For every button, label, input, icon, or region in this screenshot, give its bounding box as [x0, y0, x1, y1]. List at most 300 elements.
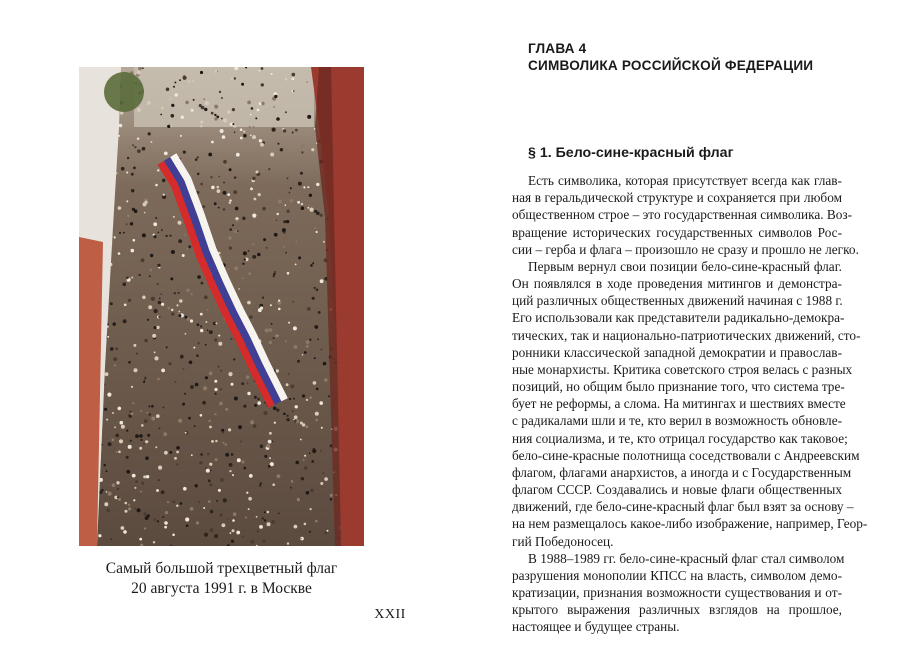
crowd-person — [195, 158, 198, 161]
crowd-person — [178, 221, 182, 225]
crowd-person — [144, 212, 146, 214]
crowd-person — [229, 199, 231, 201]
crowd-person — [130, 440, 132, 442]
crowd-person — [159, 297, 161, 299]
crowd-person — [117, 496, 119, 498]
crowd-person — [217, 189, 221, 193]
crowd-person — [297, 201, 300, 204]
crowd-person — [176, 505, 178, 507]
crowd-person — [244, 258, 246, 260]
crowd-person — [132, 402, 134, 404]
crowd-person — [229, 202, 231, 204]
crowd-person — [104, 502, 108, 506]
crowd-person — [119, 232, 121, 234]
crowd-person — [302, 354, 304, 356]
crowd-person — [286, 220, 289, 223]
crowd-person — [269, 432, 272, 435]
crowd-person — [209, 463, 212, 466]
crowd-person — [195, 383, 199, 387]
crowd-person — [104, 408, 107, 411]
crowd-person — [294, 420, 297, 423]
crowd-person — [123, 319, 127, 323]
crowd-person — [200, 453, 202, 455]
crowd-person — [110, 302, 113, 305]
crowd-person — [186, 289, 189, 292]
crowd-person — [214, 413, 216, 415]
crowd-person — [220, 129, 224, 133]
crowd-person — [313, 381, 317, 385]
crowd-person — [324, 531, 327, 534]
crowd-person — [203, 98, 205, 100]
crowd-person — [193, 347, 195, 349]
crowd-person — [298, 256, 301, 259]
crowd-person — [228, 518, 230, 520]
crowd-person — [261, 83, 264, 86]
crowd-person — [330, 494, 333, 497]
crowd-person — [197, 156, 199, 158]
crowd-person — [251, 107, 254, 110]
crowd-person — [250, 135, 252, 137]
crowd-person — [188, 80, 190, 82]
crowd-person — [184, 393, 186, 395]
crowd-person — [283, 413, 286, 416]
crowd-person — [262, 297, 264, 299]
crowd-person — [215, 322, 217, 324]
crowd-person — [276, 220, 278, 222]
crowd-person — [204, 295, 208, 299]
crowd-person — [301, 144, 305, 148]
crowd-person — [316, 289, 319, 292]
crowd-person — [145, 456, 149, 460]
crowd-person — [132, 144, 134, 146]
crowd-person — [169, 362, 172, 365]
crowd-person — [176, 451, 179, 454]
crowd-person — [220, 478, 224, 482]
crowd-person — [200, 183, 203, 186]
crowd-person — [263, 540, 266, 543]
crowd-person — [133, 499, 135, 501]
crowd-person — [309, 453, 311, 455]
crowd-person — [157, 378, 160, 381]
crowd-person — [286, 383, 289, 386]
crowd-person — [273, 337, 275, 339]
crowd-person — [207, 453, 210, 456]
crowd-person — [223, 208, 226, 211]
crowd-person — [117, 488, 119, 490]
crowd-person — [150, 141, 152, 143]
text-line: Его использовали как представители радикально-демокра- — [512, 310, 845, 326]
crowd-person — [118, 252, 121, 255]
crowd-person — [267, 522, 271, 526]
crowd-person — [175, 381, 177, 383]
caption-line: 20 августа 1991 г. в Москве — [131, 580, 312, 597]
crowd-person — [233, 358, 235, 360]
crowd-person — [241, 382, 244, 385]
crowd-person — [141, 424, 144, 427]
crowd-person — [178, 292, 180, 294]
crowd-person — [128, 507, 131, 510]
crowd-person — [200, 313, 203, 316]
crowd-person — [190, 319, 193, 322]
crowd-person — [228, 428, 231, 431]
crowd-person — [137, 149, 141, 153]
crowd-person — [261, 102, 264, 105]
crowd-person — [132, 474, 136, 478]
crowd-person — [159, 428, 161, 430]
crowd-person — [180, 502, 183, 505]
crowd-person — [178, 311, 180, 313]
crowd-person — [252, 214, 256, 218]
crowd-person — [232, 224, 234, 226]
crowd-person — [169, 451, 172, 454]
crowd-person — [120, 421, 124, 425]
crowd-person — [242, 461, 245, 464]
crowd-person — [171, 309, 173, 311]
crowd-person — [188, 245, 191, 248]
crowd-person — [263, 238, 266, 241]
crowd-person — [163, 432, 167, 436]
crowd-person — [121, 526, 125, 530]
crowd-person — [264, 511, 266, 513]
crowd-person — [316, 231, 318, 233]
crowd-person — [274, 422, 276, 424]
crowd-person — [134, 487, 136, 489]
crowd-person — [211, 141, 214, 144]
crowd-person — [135, 508, 137, 510]
crowd-person — [153, 222, 157, 226]
crowd-person — [258, 193, 261, 196]
crowd-person — [165, 235, 167, 237]
crowd-person — [144, 379, 146, 381]
crowd-person — [137, 71, 141, 75]
crowd-person — [211, 440, 214, 443]
crowd-person — [274, 271, 276, 273]
crowd-person — [170, 277, 173, 280]
crowd-person — [172, 500, 175, 503]
crowd-person — [248, 497, 252, 501]
crowd-person — [166, 88, 170, 92]
text-line: на нем размещалось какое-либо изображение, например, Геор- — [512, 516, 868, 532]
crowd-person — [130, 152, 134, 156]
crowd-person — [130, 222, 133, 225]
crowd-person — [201, 282, 204, 285]
crowd-person — [112, 438, 115, 441]
crowd-person — [133, 344, 136, 347]
crowd-person — [229, 247, 232, 250]
crowd-person — [151, 417, 155, 421]
crowd-person — [257, 109, 260, 112]
chapter-heading — [528, 40, 813, 74]
crowd-person — [304, 466, 307, 469]
crowd-person — [292, 77, 295, 80]
crowd-person — [285, 204, 287, 206]
crowd-person — [271, 73, 273, 75]
crowd-person — [287, 272, 290, 275]
crowd-person — [259, 102, 262, 105]
crowd-person — [139, 538, 142, 541]
crowd-person — [322, 472, 324, 474]
crowd-person — [209, 426, 212, 429]
crowd-person — [226, 173, 228, 175]
crowd-person — [310, 264, 313, 267]
crowd-person — [300, 172, 303, 175]
crowd-person — [247, 382, 249, 384]
crowd-person — [214, 388, 217, 391]
caption-line: Самый большой трехцветный флаг — [105, 560, 338, 577]
crowd-person — [171, 312, 174, 315]
crowd-person — [306, 399, 308, 401]
crowd-person — [148, 405, 150, 407]
crowd-person — [209, 330, 213, 334]
crowd-person — [265, 328, 269, 332]
crowd-person — [309, 396, 312, 399]
crowd-person — [297, 360, 300, 363]
crowd-person — [104, 464, 106, 466]
crowd-person — [156, 489, 159, 492]
crowd-person — [180, 355, 184, 359]
crowd-person — [259, 525, 263, 529]
crowd-person — [221, 97, 223, 99]
crowd-person — [174, 82, 176, 84]
crowd-person — [143, 381, 145, 383]
crowd-person — [246, 492, 248, 494]
crowd-person — [140, 491, 142, 493]
figure-caption — [79, 559, 364, 599]
crowd-person — [154, 309, 158, 313]
text-line: разрушения монополии КПСС на власть, символом демо- — [512, 567, 842, 583]
crowd-person — [304, 351, 307, 354]
crowd-person — [153, 541, 155, 543]
crowd-person — [183, 151, 186, 154]
crowd-person — [273, 273, 275, 275]
crowd-person — [240, 137, 243, 140]
crowd-person — [183, 76, 187, 80]
crowd-person — [295, 264, 297, 266]
crowd-person — [178, 313, 180, 315]
crowd-person — [182, 403, 185, 406]
crowd-person — [107, 393, 111, 397]
crowd-person — [241, 83, 244, 86]
crowd-person — [294, 415, 298, 419]
crowd-person — [330, 498, 332, 500]
crowd-person — [121, 167, 125, 171]
crowd-person — [280, 148, 283, 151]
crowd-person — [257, 253, 261, 257]
crowd-person — [315, 419, 318, 422]
crowd-person — [314, 357, 316, 359]
crowd-person — [108, 492, 112, 496]
crowd-person — [205, 101, 209, 105]
crowd-person — [236, 531, 240, 535]
crowd-person — [218, 489, 221, 492]
crowd-person — [222, 135, 226, 139]
crowd-person — [248, 250, 250, 252]
crowd-person — [205, 376, 208, 379]
crowd-person — [312, 262, 314, 264]
crowd-person — [185, 333, 187, 335]
crowd-person — [285, 252, 287, 254]
crowd-person — [197, 342, 199, 344]
crowd-person — [306, 491, 310, 495]
crowd-person — [227, 268, 229, 270]
crowd-person — [119, 124, 123, 128]
crowd-person — [297, 498, 300, 501]
crowd-person — [290, 487, 292, 489]
crowd-person — [210, 470, 212, 472]
crowd-person — [208, 153, 212, 157]
crowd-person — [141, 258, 145, 262]
crowd-person — [203, 507, 205, 509]
crowd-person — [264, 411, 268, 415]
crowd-person — [190, 507, 194, 511]
crowd-person — [200, 325, 202, 327]
crowd-person — [116, 451, 118, 453]
crowd-person — [207, 309, 209, 311]
crowd-person — [186, 524, 189, 527]
section-title: § 1. Бело-сине-красный флаг — [528, 145, 734, 161]
crowd-person — [240, 128, 243, 131]
crowd-person — [223, 160, 227, 164]
crowd-person — [314, 325, 318, 329]
crowd-person — [316, 212, 320, 216]
crowd-person — [145, 201, 148, 204]
crowd-person — [312, 449, 316, 453]
crowd-person — [178, 419, 182, 423]
crowd-person — [250, 540, 254, 544]
crowd-person — [268, 465, 271, 468]
crowd-person — [164, 526, 167, 529]
crowd-person — [292, 73, 296, 77]
crowd-person — [158, 316, 160, 318]
crowd-person — [146, 412, 148, 414]
crowd-person — [199, 501, 201, 503]
crowd-person — [208, 420, 210, 422]
crowd-person — [311, 460, 314, 463]
crowd-person — [234, 176, 236, 178]
crowd-person — [110, 347, 114, 351]
crowd-person — [327, 530, 329, 532]
crowd-person — [219, 514, 222, 517]
crowd-person — [225, 453, 229, 457]
crowd-person — [225, 443, 227, 445]
crowd-person — [143, 512, 146, 515]
crowd-person — [214, 114, 216, 116]
crowd-person — [161, 229, 163, 231]
crowd-person — [146, 475, 149, 478]
crowd-person — [214, 380, 217, 383]
crowd-person — [320, 482, 323, 485]
crowd-person — [237, 230, 239, 232]
crowd-person — [150, 254, 153, 257]
crowd-person — [218, 366, 220, 368]
crowd-person — [314, 227, 316, 229]
crowd-person — [285, 340, 287, 342]
crowd-person — [293, 326, 297, 330]
crowd-person — [200, 121, 203, 124]
crowd-person — [242, 263, 244, 265]
crowd-person — [158, 466, 162, 470]
crowd-person — [202, 401, 206, 405]
text-line: Есть символика, которая присутствует всегда как глав- — [528, 173, 842, 188]
crowd-person — [128, 146, 132, 150]
crowd-person — [319, 401, 323, 405]
crowd-person — [191, 109, 194, 112]
crowd-person — [261, 171, 263, 173]
crowd-person — [277, 213, 279, 215]
crowd-person — [126, 276, 129, 279]
crowd-person — [229, 228, 232, 231]
crowd-person — [123, 282, 127, 286]
text-line: Он появлялся в ходе проведения митингов и демонстра- — [512, 276, 842, 292]
crowd-person — [193, 99, 195, 101]
crowd-person — [300, 538, 302, 540]
crowd-person — [273, 106, 275, 108]
crowd-person — [208, 479, 211, 482]
crowd-person — [310, 508, 312, 510]
crowd-person — [151, 297, 155, 301]
crowd-person — [126, 456, 129, 459]
crowd-person — [229, 463, 233, 467]
crowd-person — [139, 434, 143, 438]
crowd-person — [243, 131, 245, 133]
text-line: сии – герба и флага – произошло не сразу и прошло не легко. — [512, 241, 859, 257]
crowd-person — [323, 362, 327, 366]
crowd-person — [172, 534, 175, 537]
crowd-person — [144, 377, 146, 379]
crowd-person — [262, 207, 266, 211]
crowd-person — [106, 491, 108, 493]
crowd-person — [293, 90, 295, 92]
crowd-person — [268, 440, 272, 444]
crowd-person — [307, 115, 311, 119]
crowd-person — [238, 425, 242, 429]
crowd-person — [295, 241, 297, 243]
crowd-person — [283, 220, 286, 223]
crowd-person — [235, 207, 239, 211]
crowd-person — [183, 368, 185, 370]
crowd-person — [163, 407, 165, 409]
crowd-person — [223, 119, 227, 123]
crowd-person — [269, 341, 272, 344]
crowd-person — [123, 232, 125, 234]
crowd-person — [254, 396, 257, 399]
crowd-person — [300, 439, 302, 441]
crowd-person — [273, 407, 277, 411]
crowd-flag-photo — [79, 67, 364, 546]
crowd-person — [222, 523, 226, 527]
crowd-person — [214, 338, 217, 341]
crowd-person — [294, 525, 298, 529]
crowd-person — [105, 372, 109, 376]
crowd-person — [293, 398, 295, 400]
crowd-person — [173, 216, 175, 218]
crowd-person — [231, 453, 234, 456]
crowd-person — [285, 78, 288, 81]
crowd-person — [298, 182, 302, 186]
crowd-person — [289, 192, 291, 194]
crowd-person — [147, 319, 149, 321]
crowd-person — [259, 305, 261, 307]
crowd-person — [302, 394, 305, 397]
crowd-person — [283, 246, 285, 248]
crowd-person — [180, 135, 182, 137]
crowd-person — [262, 518, 264, 520]
crowd-person — [179, 299, 182, 302]
crowd-person — [321, 349, 323, 351]
crowd-person — [137, 508, 141, 512]
crowd-person — [286, 177, 288, 179]
crowd-person — [155, 446, 157, 448]
